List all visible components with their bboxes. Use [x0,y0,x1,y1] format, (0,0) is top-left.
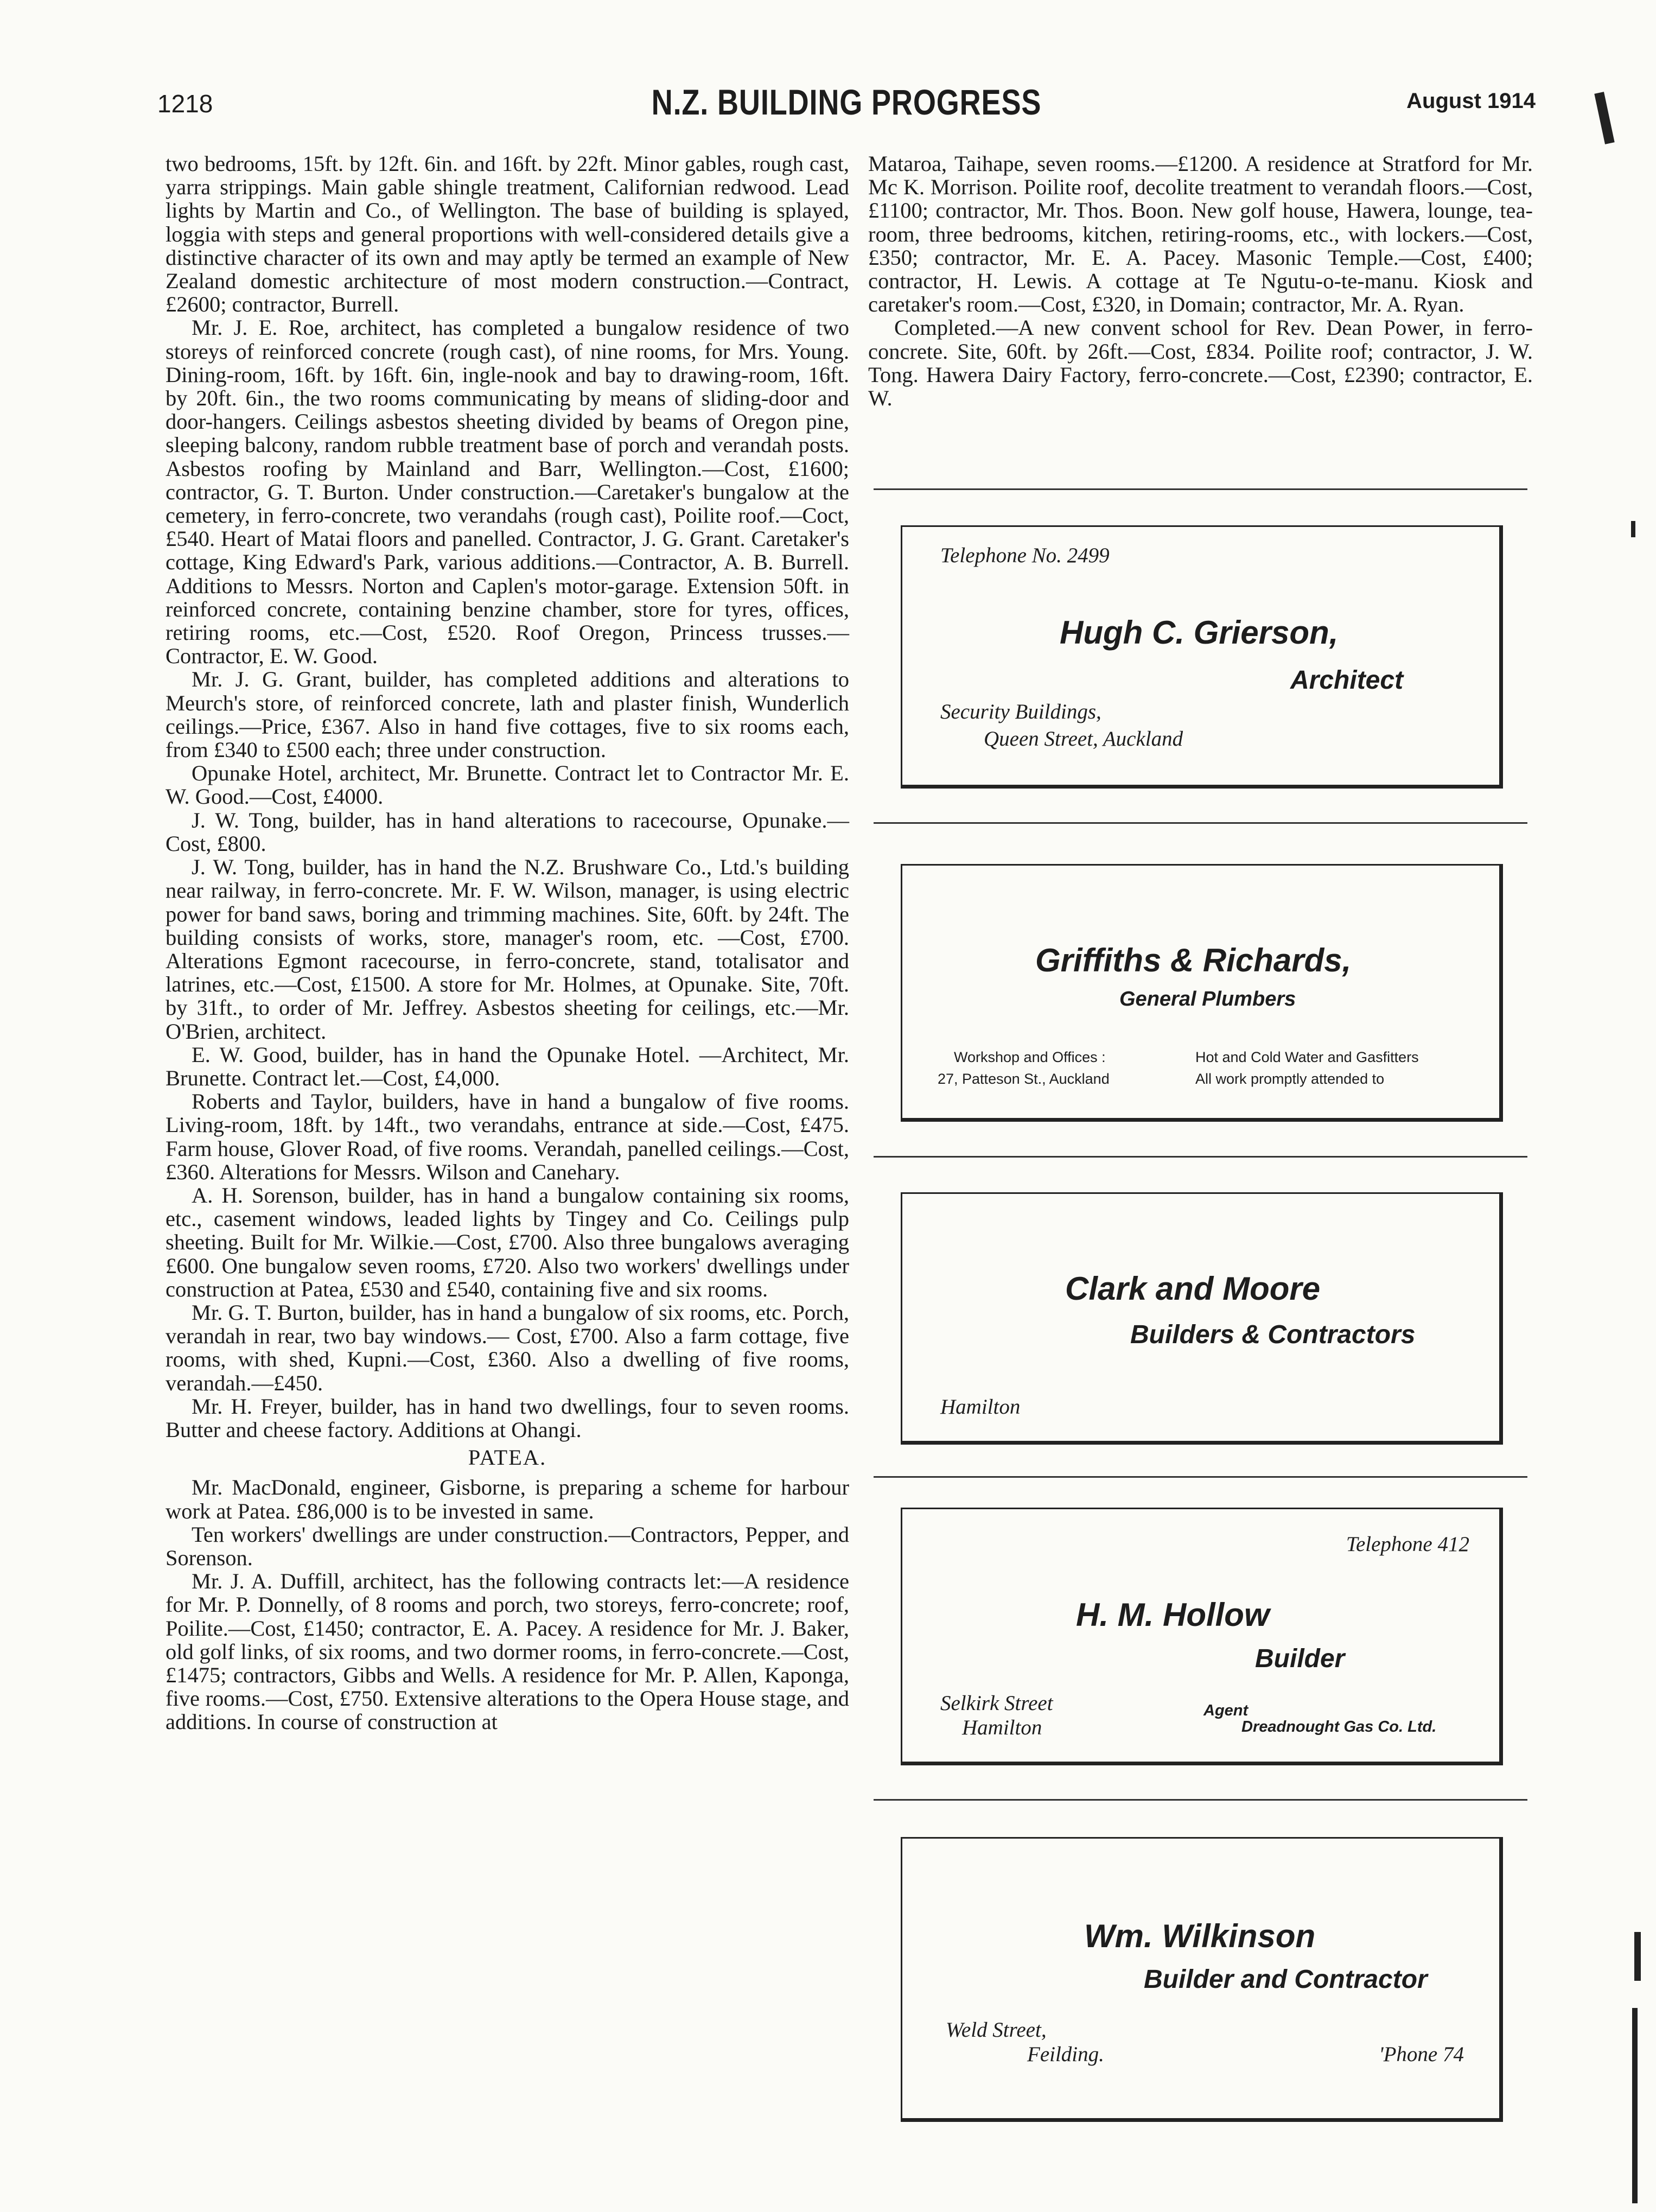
ad-wm-wilkinson [901,1837,1503,2122]
ad-title: Architect [1290,666,1404,695]
ad-name: Hugh C. Grierson, [1060,614,1339,651]
article-paragraph: A. H. Sorenson, builder, has in hand a bungalow containing six rooms, etc., casement windows, leaded lights by Tingey and Co. Ceilings pulp sheeting. Built for Mr. Wilkie.—Cost, £700. Also three bungalows averaging £600. One bungalow seven rooms, £720. Also two workers' dwellings under construction at Patea, £530 and £540, containing five and six rooms. [165,1183,849,1301]
ad-address: Security Buildings, [940,700,1101,723]
divider-rule [874,1476,1527,1478]
ad-agent-company: Dreadnought Gas Co. Ltd. [1241,1718,1437,1736]
ad-title: General Plumbers [1119,988,1296,1010]
ad-address: 27, Patteson St., Auckland [938,1071,1110,1087]
article-paragraph: Mr. J. A. Duffill, architect, has the following contracts let:—A residence for Mr. P. Donnelly, of 8 rooms and porch, two storeys, ferro-concrete; roof, Poilite.—Cost, £1450; contractor, E. A. Pacey. A residence for Mr. J. Baker, old golf links, of six rooms, and two dormer rooms, in ferro-concrete.—Cost, £1475; contractors, Gibbs and Wells. A residence for Mr. P. Allen, Kaponga, five rooms.—Cost, £750. Extensive alterations to the Opera House stage, and additions. In course of construction at [165,1569,849,1734]
ad-telephone: Telephone 412 [1346,1533,1469,1556]
scan-artifact [1594,92,1614,144]
article-paragraph: Mr. G. T. Burton, builder, has in hand a bungalow of six rooms, etc. Porch, verandah in rear, two bay windows.— Cost, £700. Also a farm cottage, five rooms, with shed, Kupni.—Cost, £360. Also a dwelling of five rooms, verandah.—£450. [165,1300,849,1395]
article-paragraph: Completed.—A new convent school for Rev. Dean Power, in ferro-concrete. Site, 60ft. by 26ft.—Cost, £834. Poilite roof; contractor, J. W. Tong. Hawera Dairy Factory, ferro-concrete.—Cost, £2390; contractor, E. W. [868,315,1533,411]
article-paragraph: Mataroa, Taihape, seven rooms.—£1200. A residence at Stratford for Mr. Mc K. Morrison. Poilite roof, decolite treatment to verandah floors.—Cost, £1100; contractor, Mr. Thos. Boon. New golf house, Hawera, lounge, tea-room, three bedrooms, kitchen, retiring-rooms, etc., with lockers.—Cost, £350; contractor, Mr. E. A. Pacey. Masonic Temple.—Cost, £400; contractor, H. Lewis. A cottage at Te Ngutu-o-te-manu. Kiosk and caretaker's room.—Cost, £320, in Domain; contractor, Mr. A. Ryan. [868,151,1533,317]
ad-title: Builders & Contractors [1130,1320,1416,1349]
article-paragraph: Opunake Hotel, architect, Mr. Brunette. Contract let to Contractor Mr. E. W. Good.—Cost, £4000. [165,761,849,809]
article-paragraph: Ten workers' dwellings are under construction.—Contractors, Pepper, and Sorenson. [165,1522,849,1570]
ad-name: Wm. Wilkinson [1084,1918,1316,1954]
section-heading-patea: PATEA. [468,1445,547,1470]
ad-address: Queen Street, Auckland [984,727,1183,751]
ad-hugh-grierson [901,525,1503,789]
publication-title: N.Z. BUILDING PROGRESS [651,82,1042,122]
left-column [165,152,849,1734]
divider-rule [874,488,1527,490]
article-paragraph: Mr. J. G. Grant, builder, has completed additions and alterations to Meurch's store, of reinforced concrete, lath and plaster finish, Wunderlich ceilings.—Price, £367. Also in hand five cottages, five to six rooms each, from £340 to £500 each; three under construction. [165,667,849,762]
scan-artifact [1632,2008,1638,2203]
right-column [868,152,1533,410]
issue-date: August 1914 [1406,89,1536,113]
ad-services: Hot and Cold Water and Gasfitters [1195,1049,1419,1065]
ad-phone: 'Phone 74 [1379,2043,1464,2066]
scan-artifact [1634,1932,1641,1981]
ad-location: Hamilton [940,1395,1021,1419]
article-paragraph: two bedrooms, 15ft. by 12ft. 6in. and 16ft. by 22ft. Minor gables, rough cast, yarra strippings. Main gable shingle treatment, Californian redwood. Lead lights by Martin and Co., of Wellington. The base of building is splayed, loggia with steps and general proportions with well-considered details give a distinctive character of its own and may aptly be termed an example of New Zealand domestic architecture of most modern construction.—Contract, £2600; contractor, Burrell. [165,151,849,317]
article-paragraph: Mr. J. E. Roe, architect, has completed a bungalow residence of two storeys of reinforced concrete (rough cast), of nine rooms, for Mrs. Young. Dining-room, 16ft. by 16ft. 6in, ingle-nook and bay to drawing-room, 16ft. by 20ft. 6in., the two rooms communicating by means of sliding-door and door-hangers. Ceilings asbestos sheeting divided by beams of Oregon pine, sleeping balcony, random rubble treatment base of porch and verandah posts. Asbestos roofing by Mainland and Barr, Wellington.—Cost, £1600; contractor, G. T. Burton. Under construction.—Caretaker's bungalow at the cemetery, in ferro-concrete, two verandahs (rough cast), Poilite roof.—Coct, £540. Heart of Matai floors and panelled. Contractor, J. G. Grant. Caretaker's cottage, King Edward's Park, various additions.—Contractor, A. B. Burrell. Additions to Messrs. Norton and Caplen's motor-garage. Extension 50ft. in reinforced concrete, containing benzine chamber, store for tyres, offices, retiring rooms, etc.—Cost, £520. Roof Oregon, Princess trusses.—Contractor, E. W. Good. [165,315,849,669]
ad-address: Workshop and Offices : [954,1049,1106,1065]
divider-rule [874,822,1527,824]
ad-title: Builder and Contractor [1144,1965,1428,1994]
ad-address: Weld Street, [946,2018,1047,2042]
ad-clark-moore [901,1192,1503,1445]
ad-telephone: Telephone No. 2499 [940,544,1110,567]
ad-griffiths-richards [901,864,1503,1122]
article-paragraph: Roberts and Taylor, builders, have in hand a bungalow of five rooms. Living-room, 18ft. by 14ft., two verandahs, entrance at side.—Cost, £475. Farm house, Glover Road, of five rooms. Verandah, panelled ceilings.—Cost, £360. Alterations for Messrs. Wilson and Canehary. [165,1089,849,1184]
ad-title: Builder [1255,1644,1345,1673]
ad-hm-hollow [901,1508,1503,1765]
scan-artifact [1631,521,1635,537]
article-paragraph: J. W. Tong, builder, has in hand the N.Z. Brushware Co., Ltd.'s building near railway, in ferro-concrete. Mr. F. W. Wilson, manager, is using electric power for band saws, boring and trimming machines. Site, 60ft. by 24ft. The building consists of works, store, manager's room, etc. —Cost, £700. Alterations Egmont racecourse, in ferro-concrete, stand, totalisator and latrines, etc.—Cost, £1500. A store for Mr. Holmes, at Opunake. Site, 70ft. by 31ft., to order of Mr. Jeffrey. Asbestos sheeting for ceilings, etc.—Mr. O'Brien, architect. [165,855,849,1044]
ad-agent-label: Agent [1203,1702,1249,1719]
ad-name: H. M. Hollow [1076,1597,1270,1633]
ad-address: Hamilton [962,1716,1042,1739]
ad-name: Griffiths & Richards, [1035,942,1352,978]
ad-name: Clark and Moore [1065,1270,1321,1307]
article-paragraph: Mr. H. Freyer, builder, has in hand two dwellings, four to seven rooms. Butter and cheese factory. Additions at Ohangi. [165,1394,849,1442]
article-paragraph: J. W. Tong, builder, has in hand alterations to racecourse, Opunake.—Cost, £800. [165,808,849,856]
ad-address: Selkirk Street [940,1692,1053,1715]
ad-address: Feilding. [1027,2043,1104,2066]
divider-rule [874,1799,1527,1801]
article-paragraph: E. W. Good, builder, has in hand the Opunake Hotel. —Architect, Mr. Brunette. Contract let.—Cost, £4,000. [165,1042,849,1090]
article-paragraph: Mr. MacDonald, engineer, Gisborne, is preparing a scheme for harbour work at Patea. £86,000 is to be invested in same. [165,1475,849,1523]
page-header [157,81,1536,130]
ad-services: All work promptly attended to [1195,1071,1385,1087]
page-number: 1218 [157,90,213,118]
divider-rule [874,1156,1527,1158]
